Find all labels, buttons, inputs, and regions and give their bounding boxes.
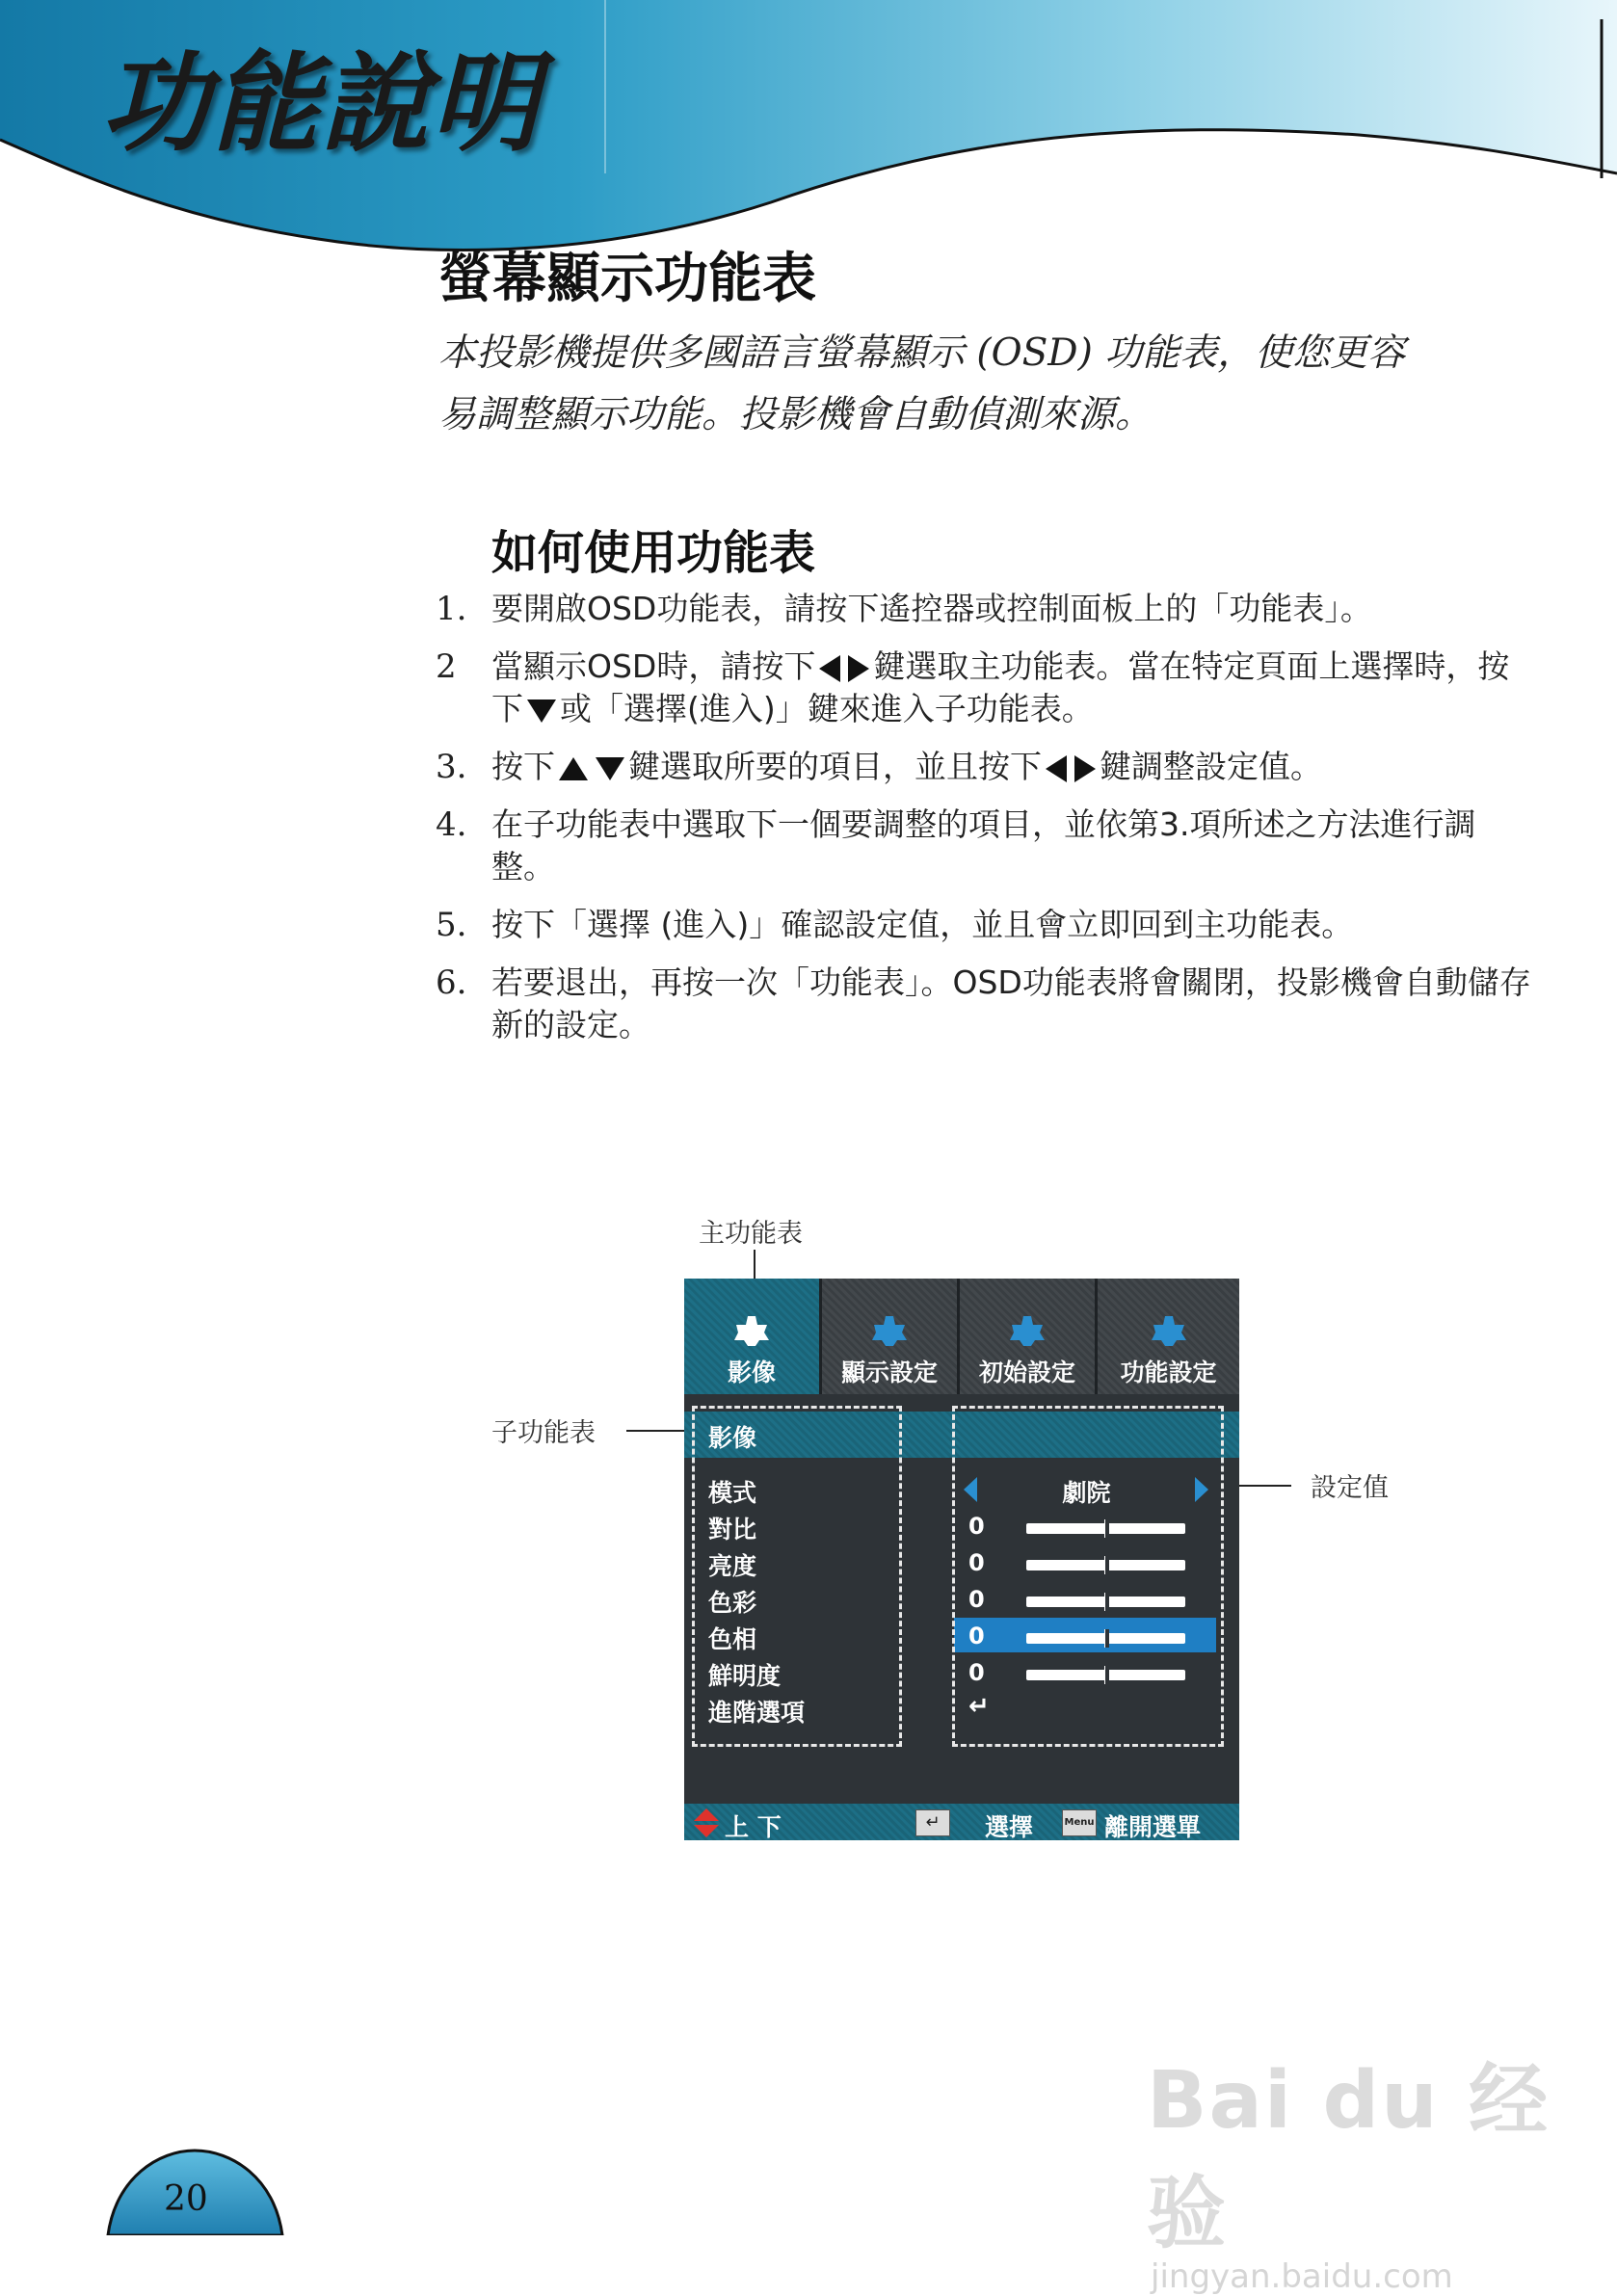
row-brightness-label[interactable]: 亮度 [708, 1552, 757, 1580]
row-sharpness-label[interactable]: 鮮明度 [708, 1662, 782, 1690]
puzzle-icon [868, 1313, 911, 1348]
slider-knob[interactable] [1104, 1556, 1109, 1574]
mode-left-arrow-icon[interactable] [964, 1477, 979, 1502]
footer-select-label: 選擇 [985, 1813, 1034, 1841]
tab-label: 功能設定 [1120, 1359, 1217, 1386]
tint-value: 0 [968, 1623, 985, 1649]
osd-footer [684, 1804, 1239, 1840]
step-number: 2 [436, 647, 457, 686]
tab-display-settings[interactable] [822, 1279, 960, 1394]
brightness-value: 0 [968, 1549, 985, 1576]
section-title: 螢幕顯示功能表 [438, 248, 816, 310]
submenu-title: 影像 [708, 1424, 757, 1452]
row-tint-label[interactable]: 色相 [708, 1625, 757, 1653]
sharpness-slider[interactable] [1026, 1670, 1185, 1680]
enter-icon[interactable]: ↵ [968, 1692, 990, 1721]
step-number: 5. [436, 906, 467, 944]
slider-knob[interactable] [1104, 1666, 1109, 1684]
tab-initial-settings[interactable] [960, 1279, 1098, 1394]
up-down-arrows-icon [694, 1808, 719, 1837]
tab-function-settings[interactable] [1098, 1279, 1239, 1394]
step-text: 按下「選擇 (進入)」確認設定值，並且會立即回到主功能表。 [491, 906, 1354, 943]
step-text-part: 鍵調整設定值。 [1100, 748, 1322, 785]
tab-label: 顯示設定 [840, 1359, 938, 1386]
callout-submenu: 子功能表 [491, 1418, 596, 1448]
step-text-part: 鍵選取主功能表。當在特定頁面上選擇時，按下 [491, 647, 1510, 727]
color-value: 0 [968, 1586, 985, 1613]
slider-knob[interactable] [1104, 1519, 1109, 1538]
step-text: 要開啟OSD功能表，請按下遙控器或控制面板上的「功能表」。 [491, 590, 1372, 627]
brightness-slider[interactable] [1026, 1560, 1185, 1570]
step-text-part: 按下 [491, 748, 555, 785]
footer-updown-label: 上 下 [725, 1813, 782, 1841]
howto-title: 如何使用功能表 [491, 526, 816, 580]
footer-exit-label: 離開選單 [1104, 1813, 1202, 1841]
mode-right-arrow-icon[interactable] [1193, 1477, 1208, 1502]
tab-label: 初始設定 [978, 1359, 1075, 1386]
value-box [952, 1406, 1224, 1747]
osd-menu [684, 1279, 1239, 1840]
intro-line-2: 易調整顯示功能。投影機會自動偵測來源。 [438, 393, 1153, 436]
callout-setting-value: 設定值 [1311, 1473, 1389, 1503]
watermark-brand: Bai du 经验 [1147, 2055, 1551, 2259]
slider-knob[interactable] [1104, 1629, 1109, 1648]
step-text: 在子功能表中選取下一個要調整的項目，並依第3.項所述之方法進行調整。 [491, 805, 1476, 885]
page-number: 20 [164, 2179, 208, 2219]
row-mode-label[interactable]: 模式 [708, 1479, 757, 1507]
intro-line-1: 本投影機提供多國語言螢幕顯示 (OSD) 功能表，使您更容 [438, 331, 1406, 375]
tint-slider[interactable] [1026, 1633, 1185, 1644]
menu-key-icon: Menu [1062, 1809, 1097, 1836]
mode-value: 劇院 [1062, 1479, 1111, 1507]
step-number: 6. [436, 963, 467, 1002]
tab-label: 影像 [727, 1359, 776, 1386]
step-text-part: 當顯示OSD時，請按下 [491, 647, 816, 685]
step-number: 3. [436, 748, 467, 786]
slider-knob[interactable] [1104, 1593, 1109, 1611]
step-number: 1. [436, 590, 467, 628]
color-slider[interactable] [1026, 1597, 1185, 1607]
baidu-watermark [1147, 2038, 1617, 2296]
row-advanced-label[interactable]: 進階選項 [708, 1699, 806, 1727]
watermark-url: jingyan.baidu.com [1151, 2257, 1453, 2296]
row-color-label[interactable]: 色彩 [708, 1589, 757, 1617]
callout-main-menu: 主功能表 [699, 1219, 803, 1249]
enter-key-icon: ↵ [915, 1809, 950, 1836]
step-text: 若要退出，再按一次「功能表」。OSD功能表將會關閉，投影機會自動儲存新的設定。 [491, 963, 1531, 1043]
puzzle-icon [730, 1313, 773, 1348]
puzzle-icon [1006, 1313, 1048, 1348]
puzzle-icon [1148, 1313, 1190, 1348]
step-text-part: 或「選擇(進入)」鍵來進入子功能表。 [560, 690, 1094, 727]
chapter-title: 功能說明 [101, 41, 541, 167]
contrast-slider[interactable] [1026, 1523, 1185, 1534]
contrast-value: 0 [968, 1513, 985, 1540]
step-text-part: 鍵選取所要的項目，並且按下 [628, 748, 1042, 785]
row-contrast-label[interactable]: 對比 [708, 1516, 757, 1544]
step-number: 4. [436, 805, 467, 844]
sharpness-value: 0 [968, 1659, 985, 1686]
tab-image[interactable] [684, 1279, 822, 1394]
